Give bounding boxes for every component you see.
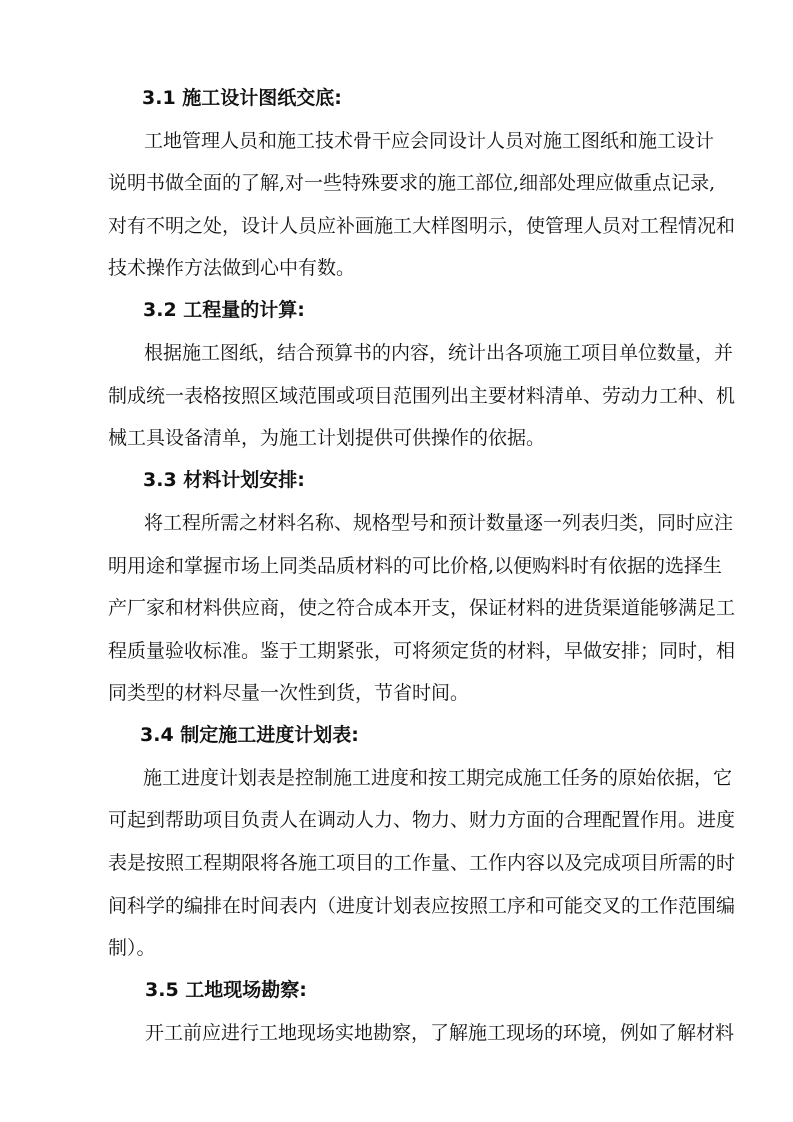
section-heading-3-5: 3.5 工地现场勘察: [145,979,307,1001]
paragraph-line: 制）。 [108,937,156,959]
paragraph-line: 技术操作方法做到心中有数。 [108,257,356,279]
paragraph-line: 间科学的编排在时间表内（进度计划表应按照工序和可能交叉的工作范围编 [108,895,736,917]
paragraph-line: 可起到帮助项目负责人在调动人力、物力、财力方面的合理配置作用。进度 [108,809,736,831]
paragraph-line: 开工前应进行工地现场实地勘察，了解施工现场的环境，例如了解材料 [145,1022,735,1044]
paragraph-line: 械工具设备清单，为施工计划提供可供操作的依据。 [108,427,546,449]
paragraph-line: 工地管理人员和施工技术骨干应会同设计人员对施工图纸和施工设计 [144,130,715,152]
paragraph-line: 将工程所需之材料名称、规格型号和预计数量逐一列表归类，同时应注 [144,512,734,534]
section-heading-3-2: 3.2 工程量的计算: [143,299,305,321]
paragraph-line: 同类型的材料尽量一次性到货，节省时间。 [108,682,470,704]
section-heading-3-4: 3.4 制定施工进度计划表: [140,724,359,746]
paragraph-line: 明用途和掌握市场上同类品质材料的可比价格,以便购料时有依据的选择生 [108,555,723,577]
paragraph-line: 施工进度计划表是控制施工进度和按工期完成施工任务的原始依据，它 [143,767,733,789]
paragraph-line: 对有不明之处，设计人员应补画施工大样图明示，使管理人员对工程情况和 [108,215,736,237]
paragraph-line: 程质量验收标准。鉴于工期紧张，可将须定货的材料，早做安排；同时，相 [108,640,736,662]
section-heading-3-3: 3.3 材料计划安排: [143,469,305,491]
paragraph-line: 表是按照工程期限将各施工项目的工作量、工作内容以及完成项目所需的时 [108,852,736,874]
paragraph-line: 制成统一表格按照区域范围或项目范围列出主要材料清单、劳动力工种、机 [108,385,736,407]
paragraph-line: 根据施工图纸，结合预算书的内容，统计出各项施工项目单位数量，并 [144,342,734,364]
paragraph-line: 说明书做全面的了解,对一些特殊要求的施工部位,细部处理应做重点记录, [108,172,716,194]
section-heading-3-1: 3.1 施工设计图纸交底: [142,87,342,109]
paragraph-line: 产厂家和材料供应商，使之符合成本开支，保证材料的进货渠道能够满足工 [108,597,736,619]
